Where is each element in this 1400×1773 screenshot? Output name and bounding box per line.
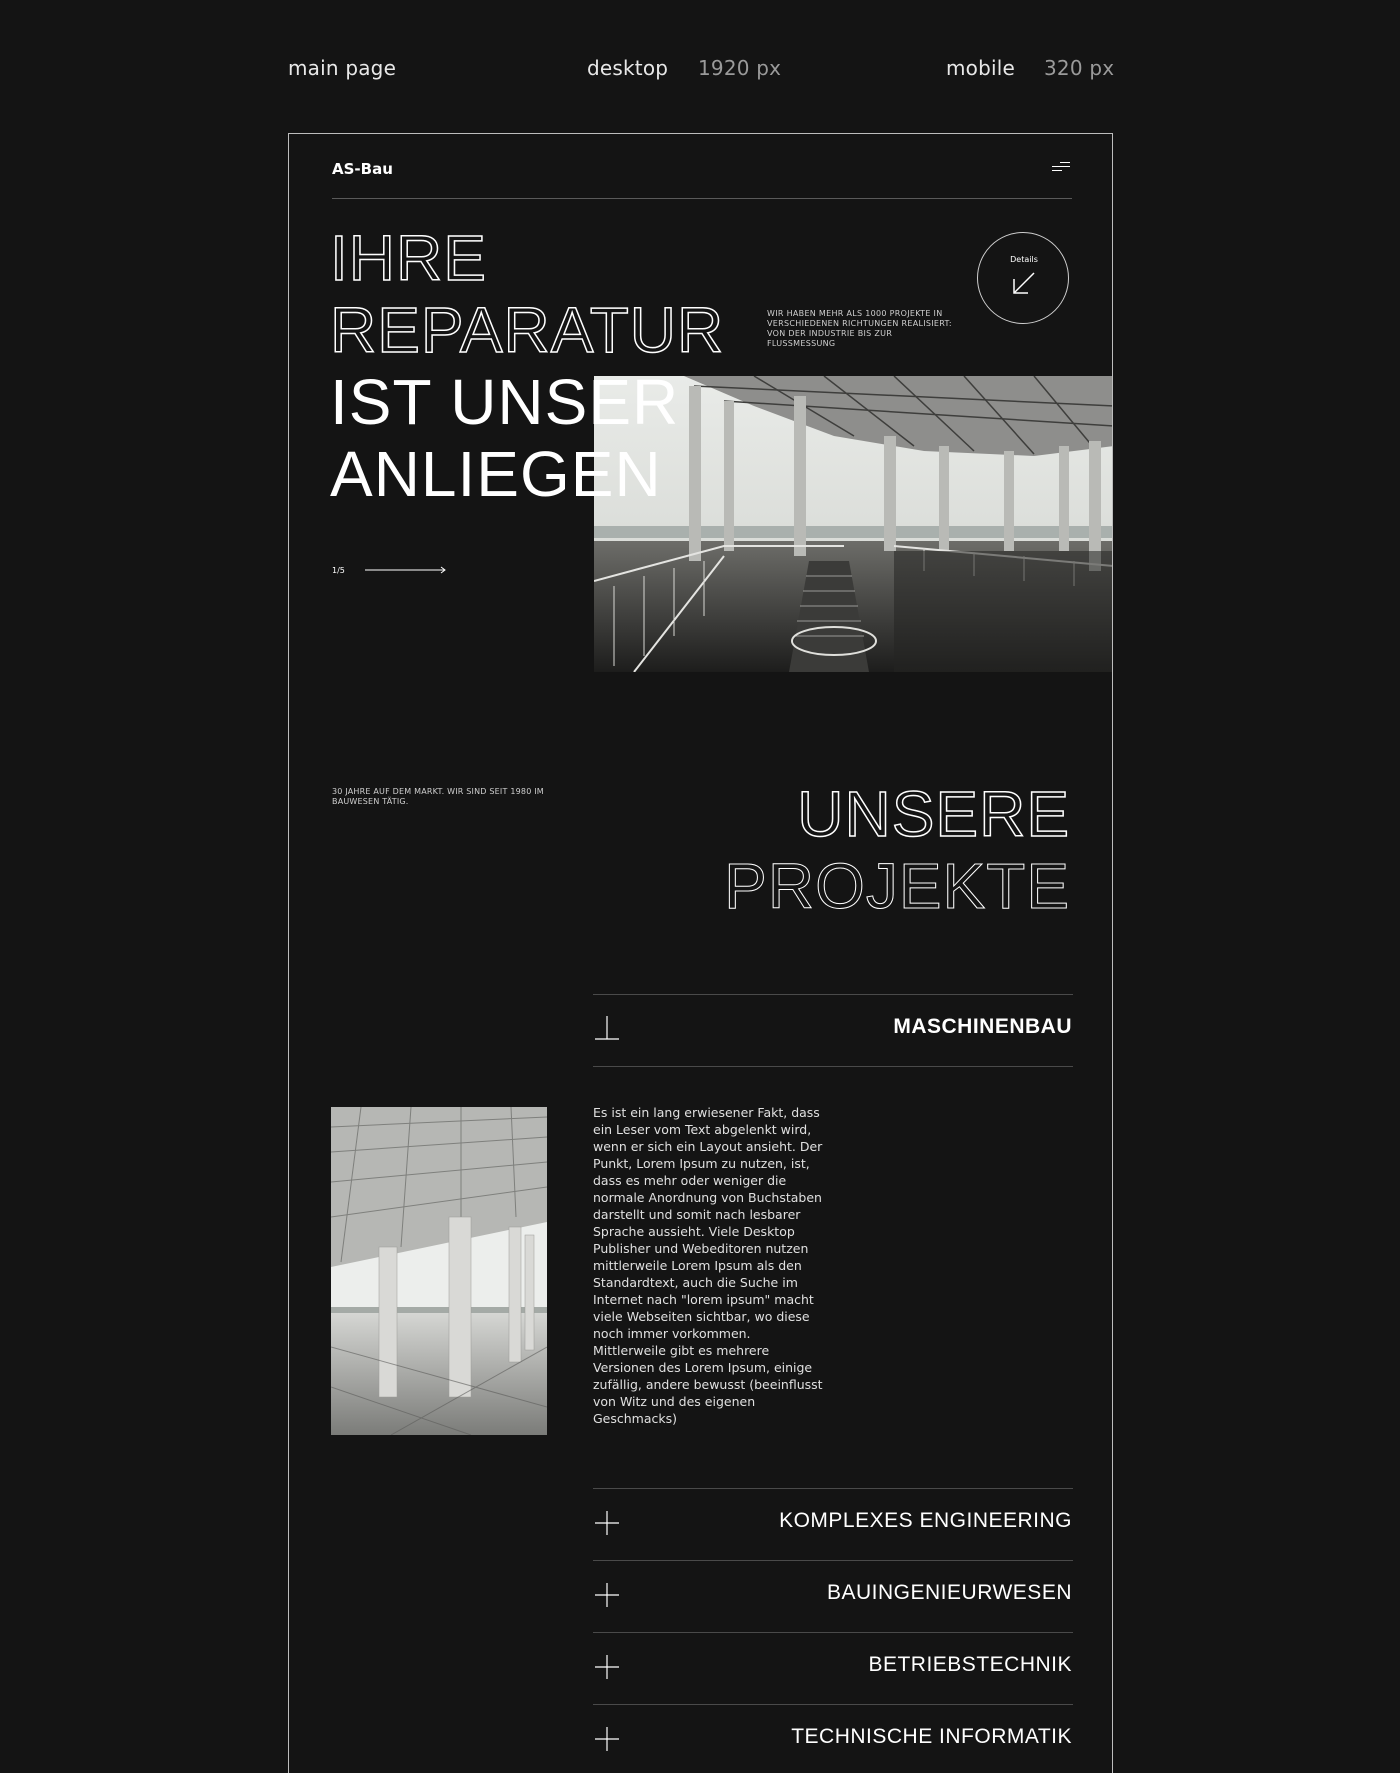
accordion-divider — [593, 994, 1073, 995]
accordion-divider — [593, 1632, 1073, 1633]
desktop-size: 1920 px — [698, 56, 782, 80]
accordion-title-komplexes-engineering[interactable]: KOMPLEXES ENGINEERING — [779, 1509, 1072, 1532]
minus-icon[interactable] — [594, 1014, 620, 1040]
accordion-divider — [593, 1066, 1073, 1067]
accordion-divider — [593, 1704, 1073, 1705]
accordion-divider — [593, 1488, 1073, 1489]
hero-title-line-2: REPARATUR — [330, 294, 725, 366]
desktop-frame — [288, 133, 1113, 1773]
plus-icon[interactable] — [594, 1582, 620, 1608]
mobile-size: 320 px — [1044, 56, 1115, 80]
menu-icon[interactable] — [1052, 162, 1070, 172]
mobile-label: mobile — [946, 56, 1016, 80]
page-label: main page — [288, 56, 397, 80]
maschinenbau-image — [331, 1107, 547, 1435]
details-label: Details — [1010, 255, 1038, 264]
projects-title-line-2: PROJEKTE — [724, 850, 1070, 922]
accordion-divider — [593, 1560, 1073, 1561]
next-slide-arrow-icon[interactable] — [365, 565, 447, 575]
accordion-title-maschinenbau[interactable]: MASCHINENBAU — [893, 1015, 1072, 1038]
accordion-title-technische-informatik[interactable]: TECHNISCHE INFORMATIK — [791, 1725, 1072, 1748]
plus-icon[interactable] — [594, 1654, 620, 1680]
details-button[interactable] — [977, 232, 1069, 324]
accordion-title-betriebstechnik[interactable]: BETRIEBSTECHNIK — [868, 1653, 1072, 1676]
projects-title-line-1: UNSERE — [797, 778, 1070, 850]
accordion-title-bauingenieurwesen[interactable]: BAUINGENIEURWESEN — [827, 1581, 1072, 1604]
logo[interactable]: AS-Bau — [332, 160, 393, 178]
since-text: 30 JAHRE AUF DEM MARKT. WIR SIND SEIT 1980 IM BAUWESEN TÄTIG. — [332, 787, 544, 806]
hero-title-line-3: IST UNSER — [330, 366, 680, 438]
plus-icon[interactable] — [594, 1726, 620, 1752]
plus-icon[interactable] — [594, 1510, 620, 1536]
maschinenbau-description: Es ist ein lang erwiesener Fakt, dass ein Leser vom Text abgelenkt wird, wenn er sich ein Layout ansieht. Der Punkt, Lorem Ipsum zu nutzen, ist, dass es mehr oder weniger die normale Anordnung von Buchstaben darstellt und somit nach lesbarer Sprache aussieht. Viele Desktop Publisher und Webeditoren nutzen mittlerweile Lorem Ipsum als den Standardtext, auch die Suche im Internet nach "lorem ipsum" macht viele Webseiten sichtbar, wo diese noch immer vorkommen. Mittlerweile gibt es mehrere Versionen des Lorem Ipsum, einige zufällig, andere bewusst (beeinflusst von Witz und des eigenen Geschmacks) — [593, 1105, 823, 1426]
header-divider — [332, 198, 1072, 199]
arrow-down-left-icon — [1010, 269, 1038, 297]
hero-title-line-4: ANLIEGEN — [330, 438, 662, 510]
hero-description: WIR HABEN MEHR ALS 1000 PROJEKTE IN VERSCHIEDENEN RICHTUNGEN REALISIERT: VON DER INDUSTRIE BIS ZUR FLUSSMESSUNG — [767, 309, 952, 348]
hero-title-line-1: IHRE — [330, 222, 487, 294]
desktop-label: desktop — [587, 56, 669, 80]
slide-counter: 1/5 — [332, 566, 345, 575]
